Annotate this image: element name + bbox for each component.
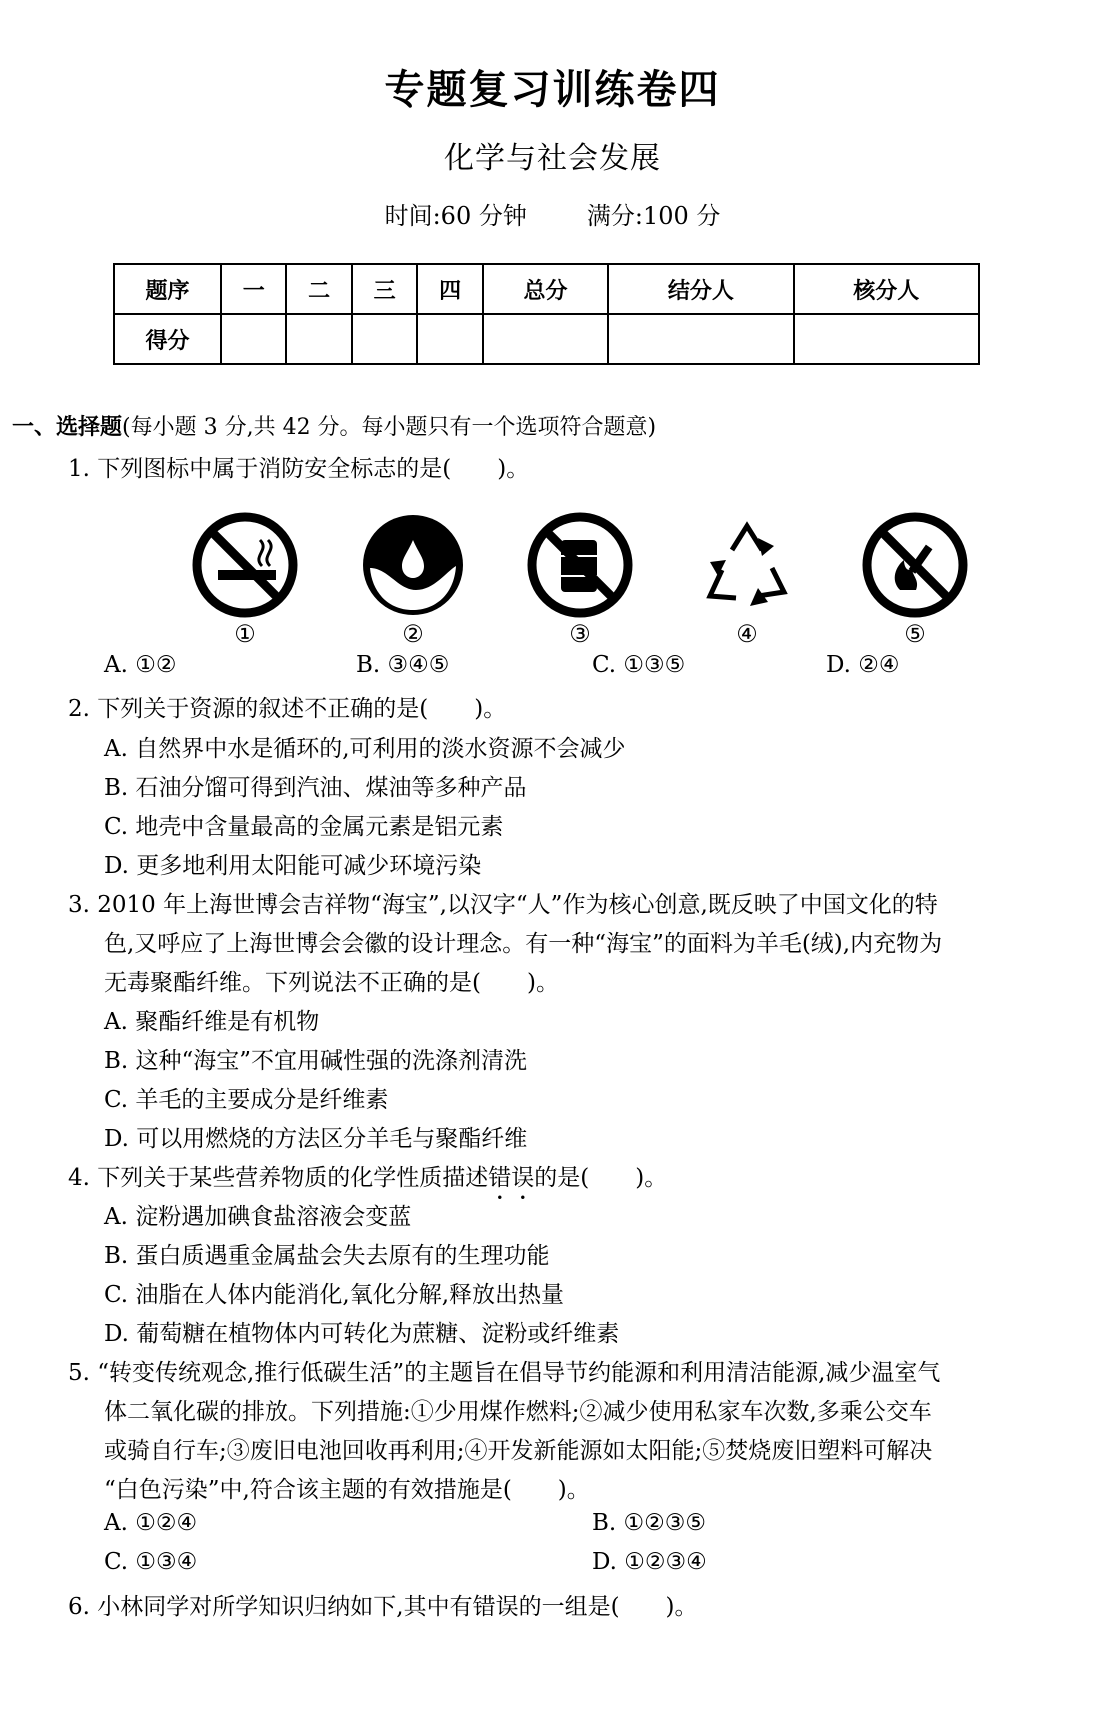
q3-option-d[interactable]: D. 可以用燃烧的方法区分羊毛与聚酯纤维 bbox=[104, 1126, 528, 1152]
score-cell: 结分人 bbox=[608, 264, 793, 314]
q1-option-c[interactable]: C. ①③⑤ bbox=[592, 652, 686, 678]
q4-option-c[interactable]: C. 油脂在人体内能消化,氧化分解,释放出热量 bbox=[104, 1282, 565, 1308]
q3-option-b[interactable]: B. 这种“海宝”不宜用碱性强的洗涤剂清洗 bbox=[104, 1048, 528, 1074]
q5-option-a[interactable]: A. ①②④ bbox=[104, 1510, 198, 1536]
score-cell: 一 bbox=[221, 264, 286, 314]
q3-option-c[interactable]: C. 羊毛的主要成分是纤维素 bbox=[104, 1087, 389, 1113]
question-5-stem-line1: 5. “转变传统观念,推行低碳生活”的主题旨在倡导节约能源和利用清洁能源,减少温室气 bbox=[68, 1360, 941, 1386]
q1-option-d[interactable]: D. ②④ bbox=[826, 652, 900, 678]
q1-option-a[interactable]: A. ①② bbox=[104, 652, 177, 678]
score-table-score-row bbox=[114, 314, 979, 364]
q1-option-b[interactable]: B. ③④⑤ bbox=[356, 652, 450, 678]
score-input-cell[interactable] bbox=[286, 314, 351, 364]
section-note: (每小题 3 分,共 42 分。每小题只有一个选项符合题意) bbox=[122, 415, 657, 440]
score-cell: 二 bbox=[286, 264, 351, 314]
no-smoking-icon bbox=[190, 510, 300, 620]
q4-stem-post: 的是( )。 bbox=[534, 1165, 668, 1191]
exam-time: 时间:60 分钟 bbox=[384, 202, 527, 230]
q4-stem-emphasis: 错误 bbox=[488, 1165, 535, 1191]
q2-option-c[interactable]: C. 地壳中含量最高的金属元素是铝元素 bbox=[104, 814, 504, 840]
icon-label: ④ bbox=[736, 620, 758, 648]
score-cell: 四 bbox=[417, 264, 482, 314]
question-5-stem-line2: 体二氧化碳的排放。下列措施:①少用煤作燃料;②减少使用私家车次数,多乘公交车 bbox=[104, 1399, 932, 1425]
no-fire-icon bbox=[860, 510, 970, 620]
section-heading bbox=[12, 410, 656, 441]
score-table-header-row bbox=[114, 264, 979, 314]
q4-stem-pre: 4. 下列关于某些营养物质的化学性质描述 bbox=[68, 1165, 489, 1191]
icon-label: ② bbox=[402, 620, 424, 648]
q2-option-b[interactable]: B. 石油分馏可得到汽油、煤油等多种产品 bbox=[104, 775, 527, 801]
q3-option-a[interactable]: A. 聚酯纤维是有机物 bbox=[104, 1009, 320, 1035]
icon-label: ① bbox=[234, 620, 256, 648]
q4-option-a[interactable]: A. 淀粉遇加碘食盐溶液会变蓝 bbox=[104, 1204, 412, 1230]
q4-option-d[interactable]: D. 葡萄糖在植物体内可转化为蔗糖、淀粉或纤维素 bbox=[104, 1321, 620, 1347]
question-3-stem-line2: 色,又呼应了上海世博会会徽的设计理念。有一种“海宝”的面料为羊毛(绒),内充物为 bbox=[104, 931, 943, 957]
q2-option-d[interactable]: D. 更多地利用太阳能可减少环境污染 bbox=[104, 853, 482, 879]
question-1-stem: 1. 下列图标中属于消防安全标志的是( )。 bbox=[68, 456, 530, 482]
q5-option-b[interactable]: B. ①②③⑤ bbox=[592, 1510, 707, 1536]
score-cell: 题序 bbox=[114, 264, 221, 314]
score-cell: 得分 bbox=[114, 314, 221, 364]
score-input-cell[interactable] bbox=[608, 314, 793, 364]
icon-label: ⑤ bbox=[904, 620, 926, 648]
q5-option-c[interactable]: C. ①③④ bbox=[104, 1549, 198, 1575]
score-input-cell[interactable] bbox=[352, 314, 417, 364]
score-input-cell[interactable] bbox=[417, 314, 482, 364]
question-3-stem-line1: 3. 2010 年上海世博会吉祥物“海宝”,以汉字“人”作为核心创意,既反映了中国文化的特 bbox=[68, 892, 938, 918]
question-2-stem: 2. 下列关于资源的叙述不正确的是( )。 bbox=[68, 696, 507, 722]
page-title: 专题复习训练卷四 bbox=[384, 67, 721, 113]
q5-option-d[interactable]: D. ①②③④ bbox=[592, 1549, 707, 1575]
score-input-cell[interactable] bbox=[483, 314, 608, 364]
score-input-cell[interactable] bbox=[221, 314, 286, 364]
question-3-stem-line3: 无毒聚酯纤维。下列说法不正确的是( )。 bbox=[104, 970, 559, 996]
score-table bbox=[113, 263, 980, 365]
page-subtitle: 化学与社会发展 bbox=[444, 141, 661, 176]
no-oil-drum-icon bbox=[525, 510, 635, 620]
question-6-stem: 6. 小林同学对所学知识归纳如下,其中有错误的一组是( )。 bbox=[68, 1594, 698, 1620]
score-cell: 三 bbox=[352, 264, 417, 314]
score-input-cell[interactable] bbox=[794, 314, 979, 364]
score-cell: 总分 bbox=[483, 264, 608, 314]
icon-label: ③ bbox=[569, 620, 591, 648]
exam-full-score: 满分:100 分 bbox=[586, 202, 721, 230]
q2-option-a[interactable]: A. 自然界中水是循环的,可利用的淡水资源不会减少 bbox=[104, 736, 626, 762]
water-saving-icon bbox=[358, 510, 468, 620]
section-title: 一、选择题 bbox=[12, 415, 123, 440]
exam-info bbox=[0, 196, 1105, 231]
score-cell: 核分人 bbox=[794, 264, 979, 314]
recycling-icon bbox=[692, 510, 802, 620]
question-5-stem-line3: 或骑自行车;③废旧电池回收再利用;④开发新能源如太阳能;⑤焚烧废旧塑料可解决 bbox=[104, 1438, 933, 1464]
question-5-stem-line4: “白色污染”中,符合该主题的有效措施是( )。 bbox=[104, 1477, 590, 1503]
q4-option-b[interactable]: B. 蛋白质遇重金属盐会失去原有的生理功能 bbox=[104, 1243, 550, 1269]
